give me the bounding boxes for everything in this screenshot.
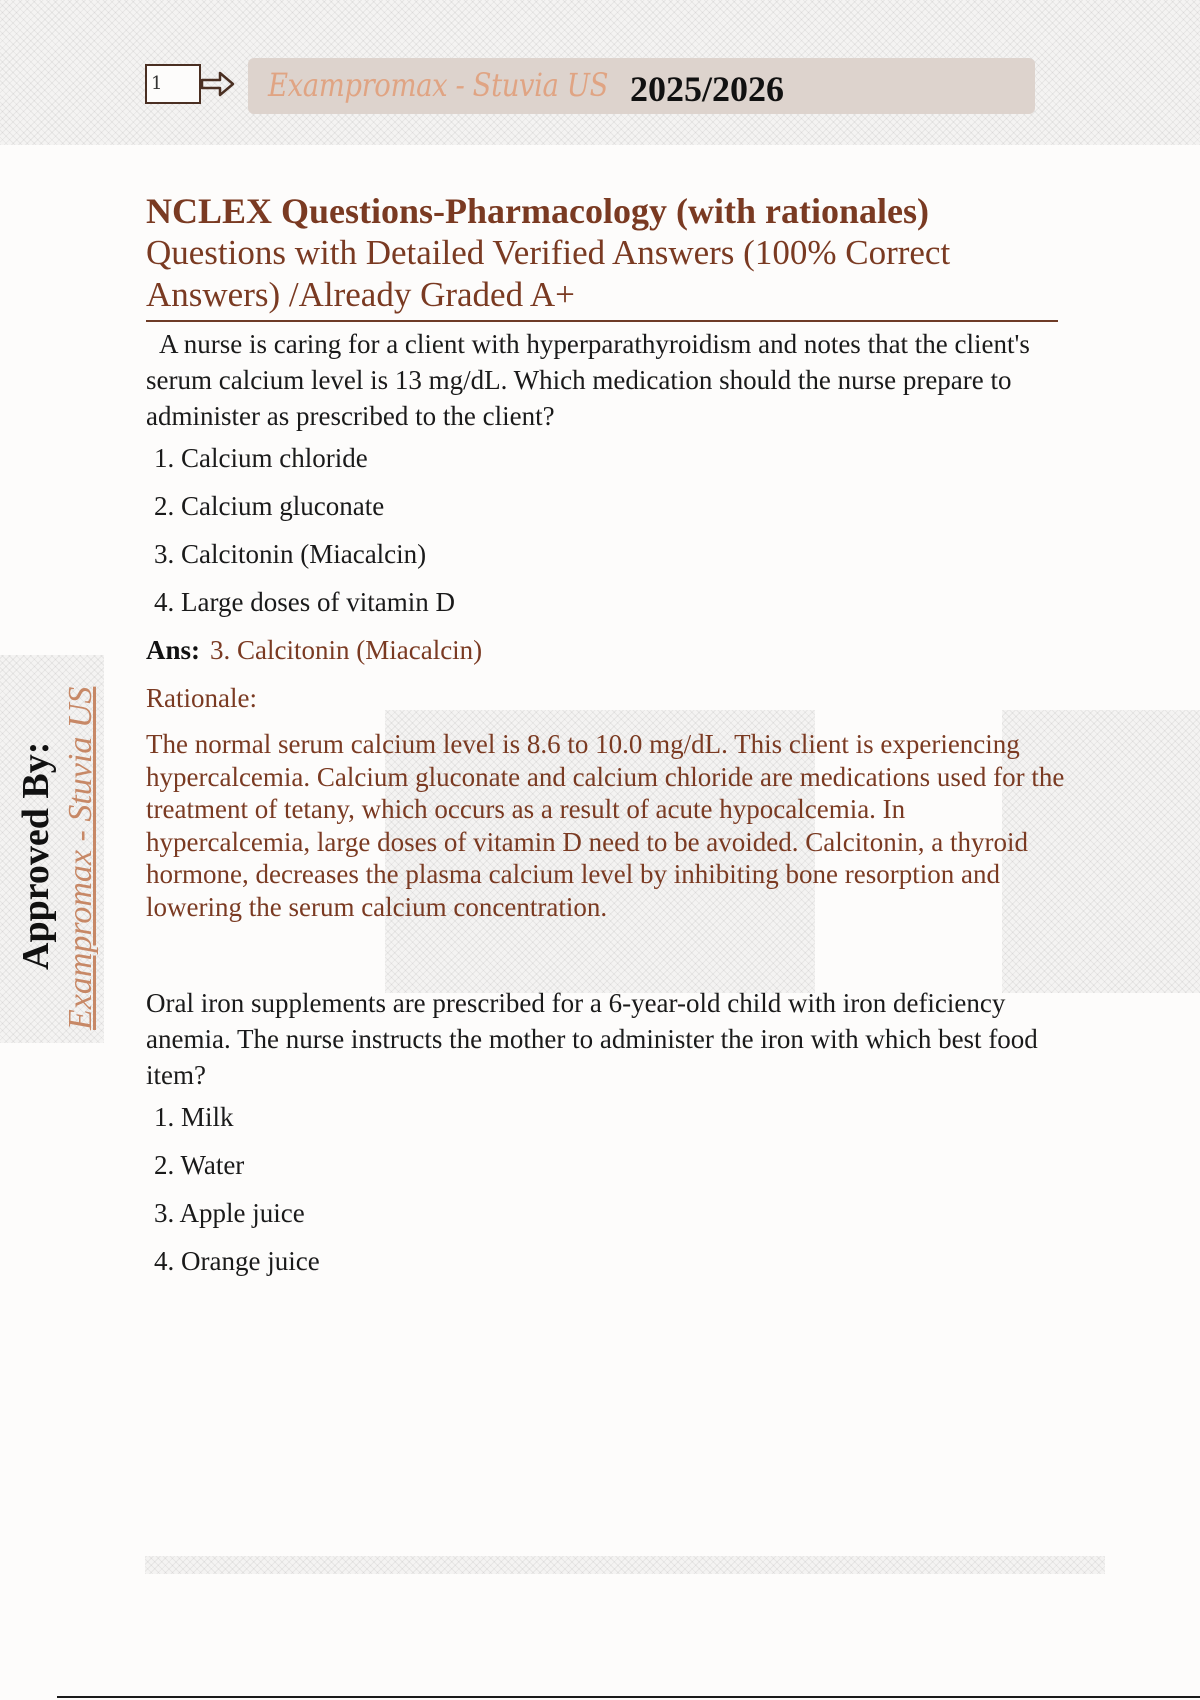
header-brand: Exampromax - Stuvia US: [268, 66, 608, 104]
answer-value: 3. Calcitonin (Miacalcin): [210, 635, 483, 665]
header-year: 2025/2026: [630, 69, 785, 109]
answer-label: Ans:: [146, 635, 201, 665]
option-list: [146, 1099, 1056, 1279]
option-item: 4. Large doses of vitamin D: [154, 587, 455, 617]
option-item: 4. Orange juice: [154, 1246, 320, 1276]
option-item: 1. Calcium chloride: [154, 443, 368, 473]
question-text: A nurse is caring for a client with hyperparathyroidism and notes that the client's serum calcium level is 13 mg/dL. Which medication should the nurse prepare to administer as prescribed to the client?: [146, 329, 1030, 431]
rationale-text: The normal serum calcium level is 8.6 to 10.0 mg/dL. This client is experiencing hypercalcemia. Calcium gluconate and calcium chloride are medications used for the treatment of tetany, which occurs as a result of acute hypocalcemia. In hypercalcemia, large doses of vitamin D need to be avoided. Calcitonin, a thyroid hormone, decreases the plasma calcium level by inhibiting bone resorption and lowering the serum calcium concentration.: [146, 729, 1065, 922]
option-list: [146, 440, 1056, 620]
answer-line: [146, 632, 1056, 668]
document-title: NCLEX Questions-Pharmacology (with rationales): [146, 191, 929, 231]
arrow-right-icon: [200, 70, 236, 98]
page-number: 1: [145, 64, 201, 104]
option-item: 2. Water: [154, 1150, 245, 1180]
header-banner: [248, 58, 1035, 114]
document-body: [146, 190, 1065, 1291]
approval-label: Approved By:: [15, 741, 57, 970]
footer-rule: [57, 1696, 1200, 1698]
option-item: 2. Calcium gluconate: [154, 491, 385, 521]
rationale-label: Rationale:: [146, 683, 257, 713]
option-item: 3. Calcitonin (Miacalcin): [154, 539, 427, 569]
option-item: 1. Milk: [154, 1102, 234, 1132]
approval-brand: Exampromax - Stuvia US: [62, 686, 99, 1030]
footer-divider: [145, 1556, 1105, 1574]
option-item: 3. Apple juice: [154, 1198, 305, 1228]
document-subtitle: Questions with Detailed Verified Answers (100% Correct Answers) /Already Graded A+: [146, 232, 1058, 322]
question-text: Oral iron supplements are prescribed for a 6-year-old child with iron deficiency anemia. The nurse instructs the mother to administer the iron with which best food item?: [146, 988, 1038, 1090]
